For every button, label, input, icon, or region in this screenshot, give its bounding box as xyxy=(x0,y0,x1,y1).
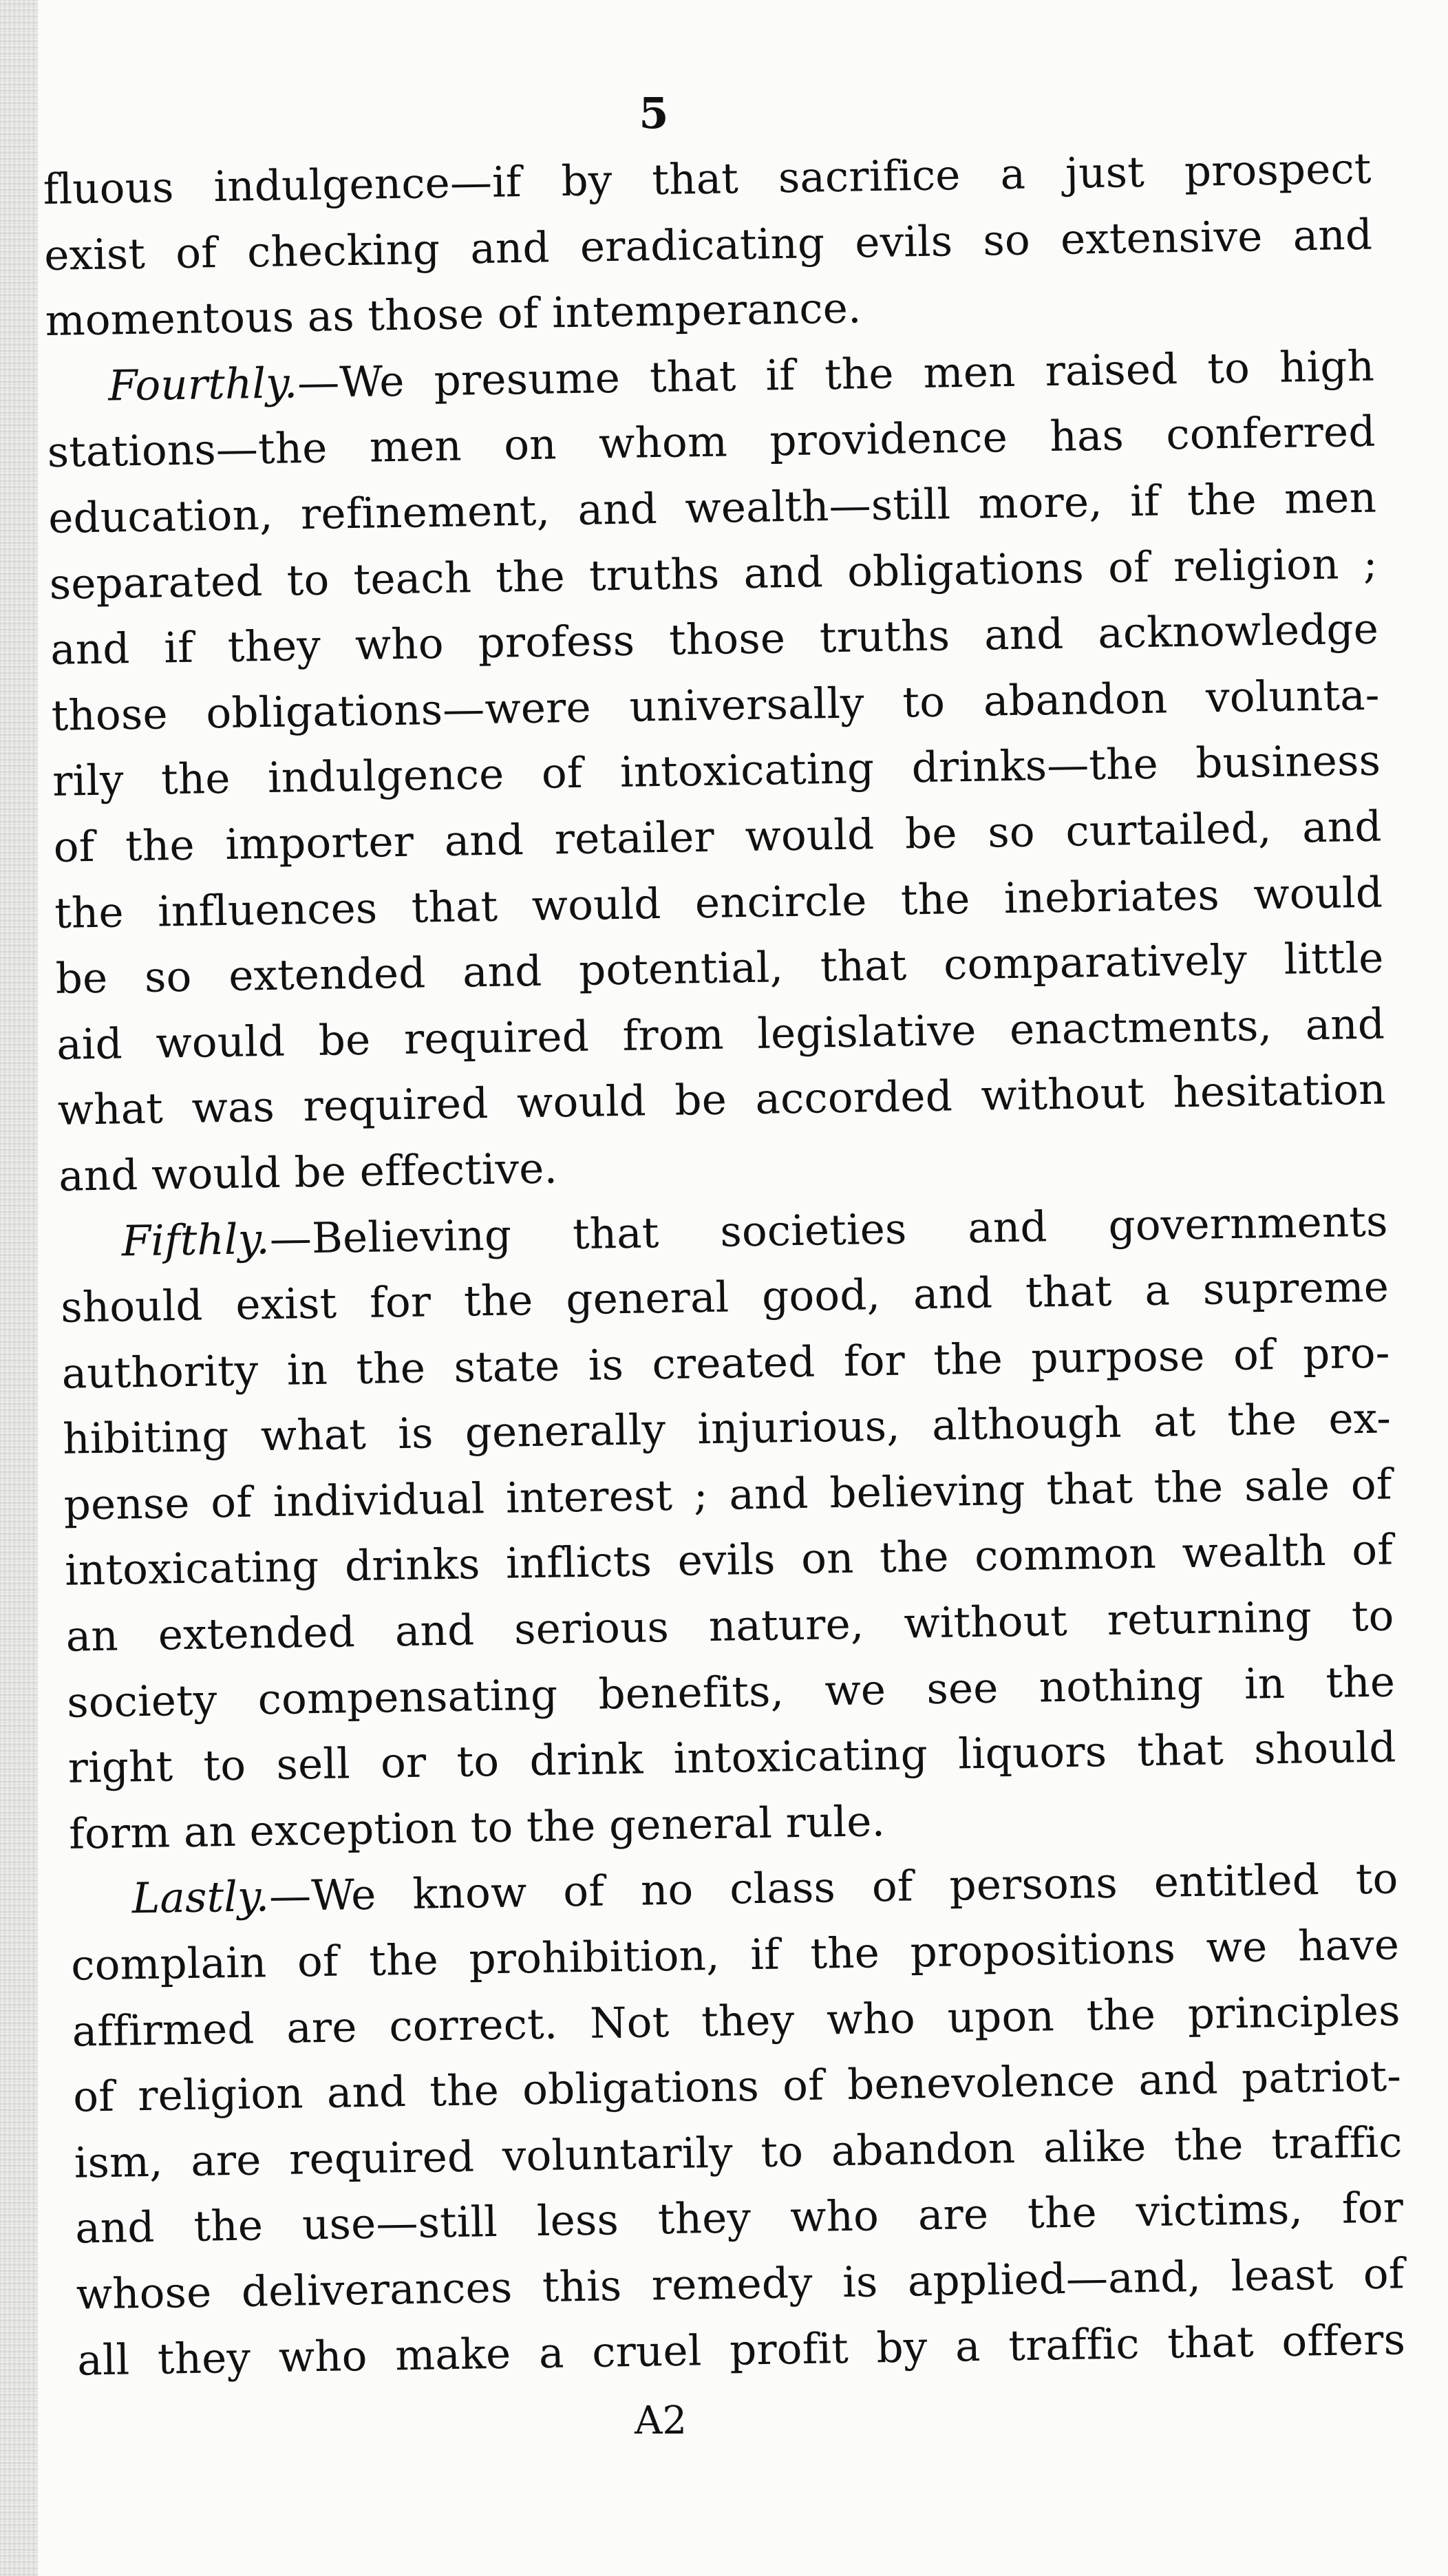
line-text: momentous as those of intemperance. xyxy=(45,284,862,346)
line-text: the influences that would encircle the inebriates would xyxy=(54,868,1383,938)
line-text: complain of the prohibition, if the propositions we have xyxy=(70,1920,1400,1990)
line-text: rily the indulgence of intoxicating drinks—the business xyxy=(52,736,1381,807)
line-text: an extended and serious nature, without returning to xyxy=(65,1591,1395,1661)
signature-mark: A2 xyxy=(634,2398,688,2443)
line-text: separated to teach the truths and obligations of religion ; xyxy=(49,539,1378,609)
line-text: and the use—still less they who are the victims, for xyxy=(74,2183,1404,2254)
line-text: all they who make a cruel profit by a traffic that offers xyxy=(76,2314,1406,2385)
line-text: should exist for the general good, and that a supreme xyxy=(60,1262,1390,1332)
line-text: right to sell or to drink intoxicating liquors that should xyxy=(67,1723,1397,1793)
line-text: —Believing that societies and governments xyxy=(269,1196,1389,1264)
line-text: of the importer and retailer would be so curtailed, and xyxy=(53,802,1383,872)
page-number: 5 xyxy=(639,88,669,138)
paragraph-lead: Fourthly. xyxy=(107,359,298,411)
line-text: and if they who profess those truths and acknowledge xyxy=(50,604,1379,675)
body-text xyxy=(43,136,1406,2394)
paragraph-lead: Fifthly. xyxy=(121,1214,270,1266)
line-text: of religion and the obligations of benevolence and patriot- xyxy=(72,2052,1402,2122)
line-text: what was required would be accorded without hesitation xyxy=(57,1065,1387,1136)
line-text: and would be effective. xyxy=(58,1144,558,1201)
line-text: society compensating benefits, we see nothing in the xyxy=(66,1657,1396,1727)
line-text: —We know of no class of persons entitled to xyxy=(268,1854,1399,1922)
line-text: aid would be required from legislative enactments, and xyxy=(56,999,1385,1069)
line-text: exist of checking and eradicating evils so extensive and xyxy=(43,210,1373,280)
line-text: stations—the men on whom providence has conferred xyxy=(47,407,1376,478)
paragraph-lead: Lastly. xyxy=(131,1872,270,1924)
line-text: ism, are required voluntarily to abandon alike the traffic xyxy=(74,2118,1403,2188)
line-text: hibiting what is generally injurious, although at the ex- xyxy=(62,1394,1392,1465)
line-text: whose deliverances this remedy is applied—and, least of xyxy=(76,2249,1405,2319)
line-text: intoxicating drinks inflicts evils on the common wealth of xyxy=(64,1525,1394,1596)
line-text: —We presume that if the men raised to high xyxy=(297,341,1375,408)
line-text: affirmed are correct. Not they who upon the principles xyxy=(72,1986,1401,2056)
line-text: pense of individual interest ; and believing that the sale of xyxy=(63,1460,1393,1530)
line-text: those obligations—were universally to abandon volunta- xyxy=(51,670,1381,741)
line-text: education, refinement, and wealth—still more, if the men xyxy=(47,473,1377,543)
line-text: form an exception to the general rule. xyxy=(68,1796,886,1859)
binding-edge xyxy=(0,0,38,2576)
line-text: authority in the state is created for the purpose of pro- xyxy=(61,1328,1391,1398)
line-text: be so extended and potential, that comparatively little xyxy=(55,933,1385,1003)
line-text: fluous indulgence—if by that sacrifice a just prospect xyxy=(43,144,1372,214)
